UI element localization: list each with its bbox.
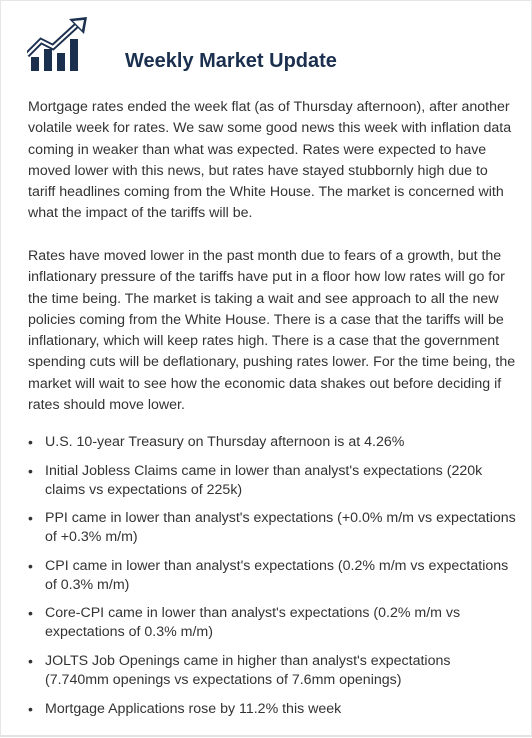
list-item bbox=[28, 604, 518, 642]
list-item-text: Initial Jobless Claims came in lower than analyst's expectations (220k claims vs expectations of 225k) bbox=[45, 462, 483, 498]
bullet-dot: • bbox=[28, 605, 33, 622]
list-item-text: U.S. 10-year Treasury on Thursday afternoon is at 4.26% bbox=[45, 434, 405, 450]
bullet-dot: • bbox=[28, 652, 33, 669]
bullet-dot: • bbox=[28, 557, 33, 574]
list-item bbox=[28, 509, 518, 547]
bullet-dot: • bbox=[28, 434, 33, 450]
list-item bbox=[28, 700, 518, 719]
list-item bbox=[28, 433, 518, 452]
list-item-text: CPI came in lower than analyst's expectations (0.2% m/m vs expectations of 0.3% m/m) bbox=[45, 557, 509, 593]
header bbox=[27, 17, 507, 73]
list-item bbox=[28, 652, 518, 690]
list-item bbox=[28, 557, 518, 595]
bullet-dot: • bbox=[28, 510, 33, 527]
page-title: Weekly Market Update bbox=[125, 50, 337, 72]
paragraph-rates-summary: Mortgage rates ended the week flat (as of Thursday afternoon), after another volatile week for rates. We saw some good news this week with inflation data coming in weaker than what was expected. Rates were expected to have moved lower with this news, but rates have stayed stubbornly high due to tariff headlines coming from the White House. The market is concerned with what the impact of the tariffs will be. bbox=[28, 99, 512, 222]
list-item bbox=[28, 462, 518, 500]
chart-growth-arrow-icon bbox=[27, 17, 89, 73]
bullet-dot: • bbox=[28, 700, 33, 717]
paragraph-rates-outlook: Rates have moved lower in the past month due to fears of a growth, but the inflationary pressure of the tariffs have put in a floor how low rates will go for the time being. The market is taking a wait and see approach to all the new policies coming from the White House. There is a case that the tariffs will be inflationary, which will keep rates high. There is a case that the government spending cuts will be deflationary, pushing rates lower. For the time being, the market will wait to see how the economic data shakes out before deciding if rates should move lower. bbox=[28, 248, 516, 414]
list-item-text: PPI came in lower than analyst's expectations (+0.0% m/m vs expectations of +0.3% m/m) bbox=[45, 510, 516, 546]
bullet-dot: • bbox=[28, 462, 33, 479]
market-data-list bbox=[28, 433, 518, 728]
list-item-text: Mortgage Applications rose by 11.2% this week bbox=[45, 700, 342, 717]
list-item-text: JOLTS Job Openings came in higher than analyst's expectations (7.740mm openings vs expectations of 7.6mm openings) bbox=[45, 652, 451, 688]
list-item-text: Core-CPI came in lower than analyst's expectations (0.2% m/m vs expectations of 0.3% m/m) bbox=[45, 605, 461, 641]
